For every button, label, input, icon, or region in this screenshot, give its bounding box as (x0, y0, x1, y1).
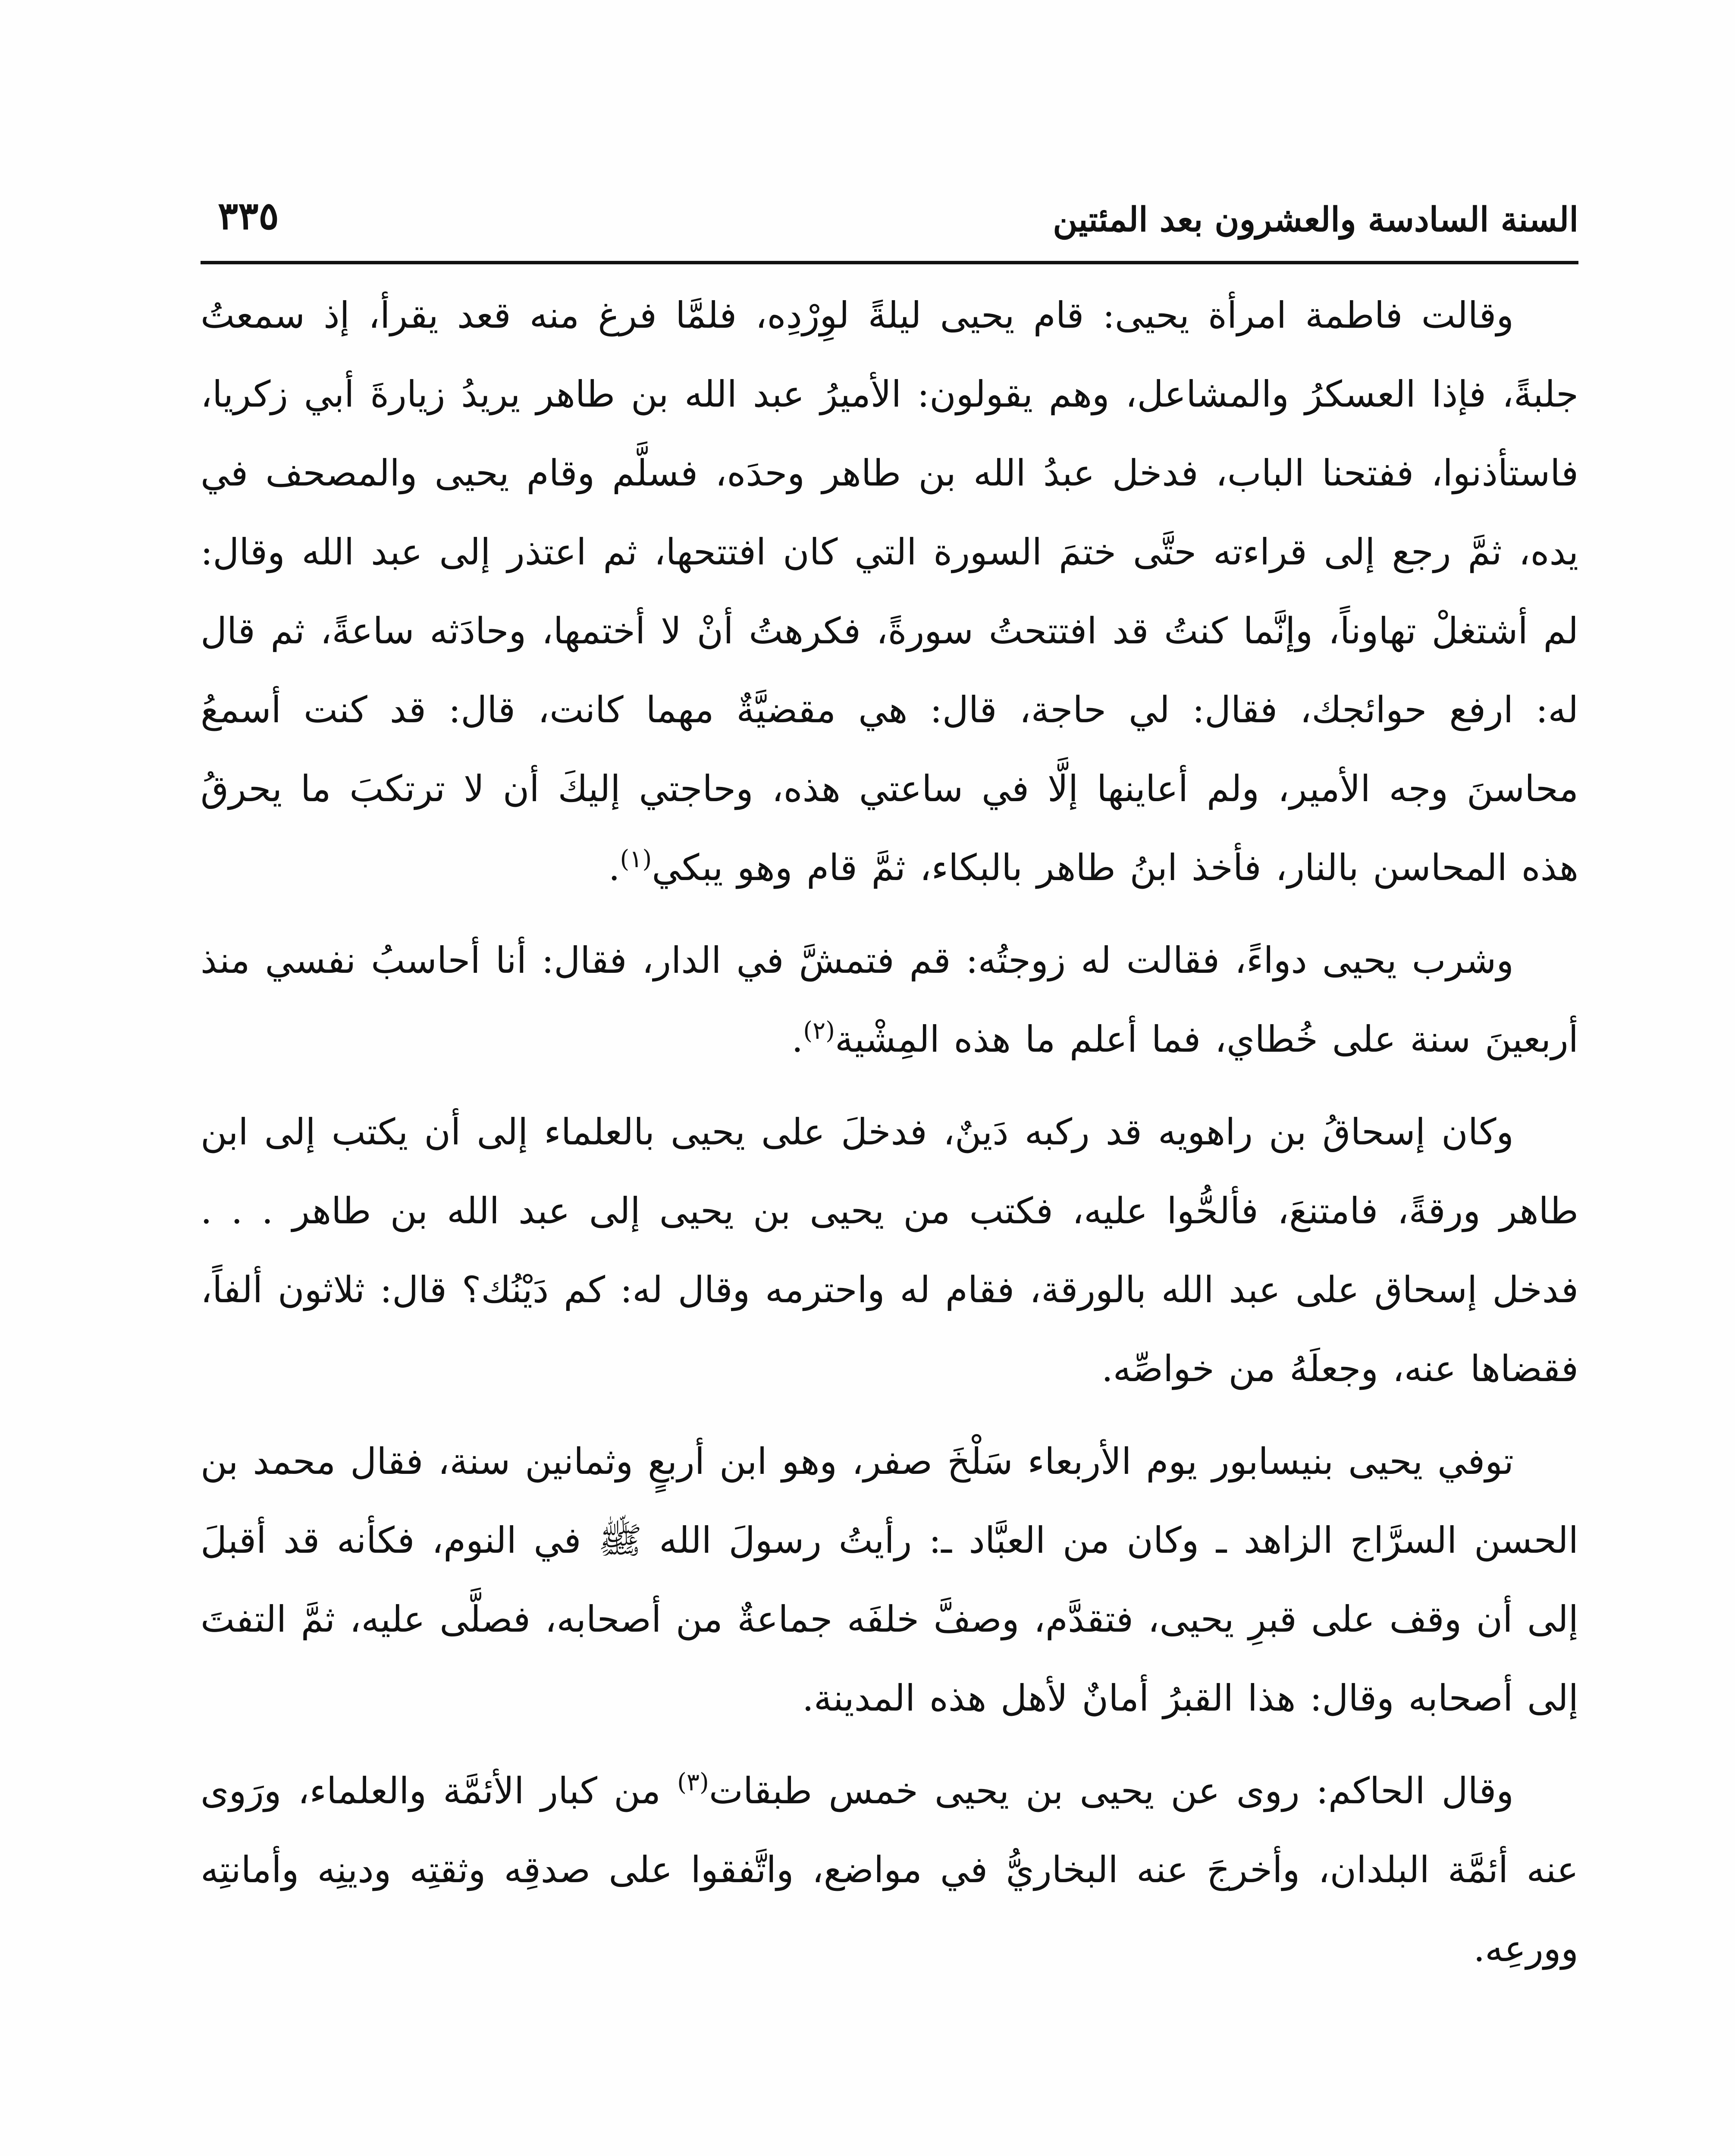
paragraph-text: وكان إسحاقُ بن راهويه قد ركبه دَينٌ، فدخلَ على يحيى بالعلماء إلى أن يكتب إلى ابن طاهر ورقةً، فامتنعَ، فألحُّوا عليه، فكتب من يحيى بن يحيى إلى عبد الله بن طاهر . . . فدخل إسحاق على عبد الله بالورقة، فقام له واحترمه وقال له: كم دَيْنُك؟ قال: ثلاثون ألفاً، فقضاها عنه، وجعلَهُ من خواصِّه. (201, 1111, 1578, 1390)
footnote-reference: (١) (620, 845, 652, 873)
paragraph-text: وقالت فاطمة امرأة يحيى: قام يحيى ليلةً لوِرْدِه، فلمَّا فرغ منه قعد يقرأ، إذ سمعتُ جلبةً، فإذا العسكرُ والمشاعل، وهم يقولون: الأميرُ عبد الله بن طاهر يريدُ زيارةَ أبي زكريا، فاستأذنوا، ففتحنا الباب، فدخل عبدُ الله بن طاهر وحدَه، فسلَّم وقام يحيى والمصحف في يده، ثمَّ رجع إلى قراءته حتَّى ختمَ السورة التي كان افتتحها، ثم اعتذر إلى عبد الله وقال: لم أشتغلْ تهاوناً، وإنَّما كنتُ قد افتتحتُ سورةً، فكرهتُ أنْ لا أختمها، وحادَثه ساعةً، ثم قال له: ارفع حوائجك، فقال: لي حاجة، قال: هي مقضيَّةٌ مهما كانت، قال: قد كنت أسمعُ محاسنَ وجه الأمير، ولم أعاينها إلَّا في ساعتي هذه، وحاجتي إليكَ أن لا ترتكبَ ما يحرقُ هذه المحاسن بالنار، فأخذ ابنُ طاهر بالبكاء، ثمَّ قام وهو يبكي (201, 294, 1578, 889)
footnote-reference: (٣) (677, 1768, 709, 1796)
paragraph-ending: من كبار الأئمَّة والعلماء، ورَوى عنه أئمَّة البلدان، وأخرجَ عنه البخاريُّ في مواضع، واتَّفقوا على صدقِه وثقتِه ودينِه وأمانتِه وورعِه. (201, 1770, 1578, 1970)
paragraph-2 (201, 921, 1578, 1079)
paragraph-text: توفي يحيى بنيسابور يوم الأربعاء سَلْخَ صفر، وهو ابن أربعٍ وثمانين سنة، فقال محمد بن الحسن السرَّاج الزاهد ـ وكان من العبَّاد ـ: رأيتُ رسولَ الله ﷺ في النوم، فكأنه قد أقبلَ إلى أن وقف على قبرِ يحيى، فتقدَّم، وصفَّ خلفَه جماعةٌ من أصحابه، فصلَّى عليه، ثمَّ التفتَ إلى أصحابه وقال: هذا القبرُ أمانٌ لأهل هذه المدينة. (201, 1440, 1578, 1719)
paragraph-text: وشرب يحيى دواءً، فقالت له زوجتُه: قم فتمشَّ في الدار، فقال: أنا أحاسبُ نفسي منذ أربعينَ سنة على خُطاي، فما أعلم ما هذه المِشْية (201, 939, 1578, 1060)
paragraph-3 (201, 1093, 1578, 1408)
header-title: السنة السادسة والعشرون بعد المئتين (1053, 200, 1578, 239)
header-rule (201, 261, 1578, 264)
paragraph-ending: . (791, 1018, 803, 1060)
paragraph-ending: . (608, 846, 620, 889)
paragraph-4 (201, 1422, 1578, 1738)
main-text (201, 276, 1578, 2002)
paragraph-5 (201, 1752, 1578, 1988)
page-number: ٣٣٥ (218, 193, 279, 238)
paragraph-text: وقال الحاكم: روى عن يحيى بن يحيى خمس طبقات (709, 1770, 1514, 1812)
running-header (201, 185, 1578, 254)
footnote-reference: (٢) (803, 1017, 835, 1045)
paragraph-1 (201, 276, 1578, 907)
